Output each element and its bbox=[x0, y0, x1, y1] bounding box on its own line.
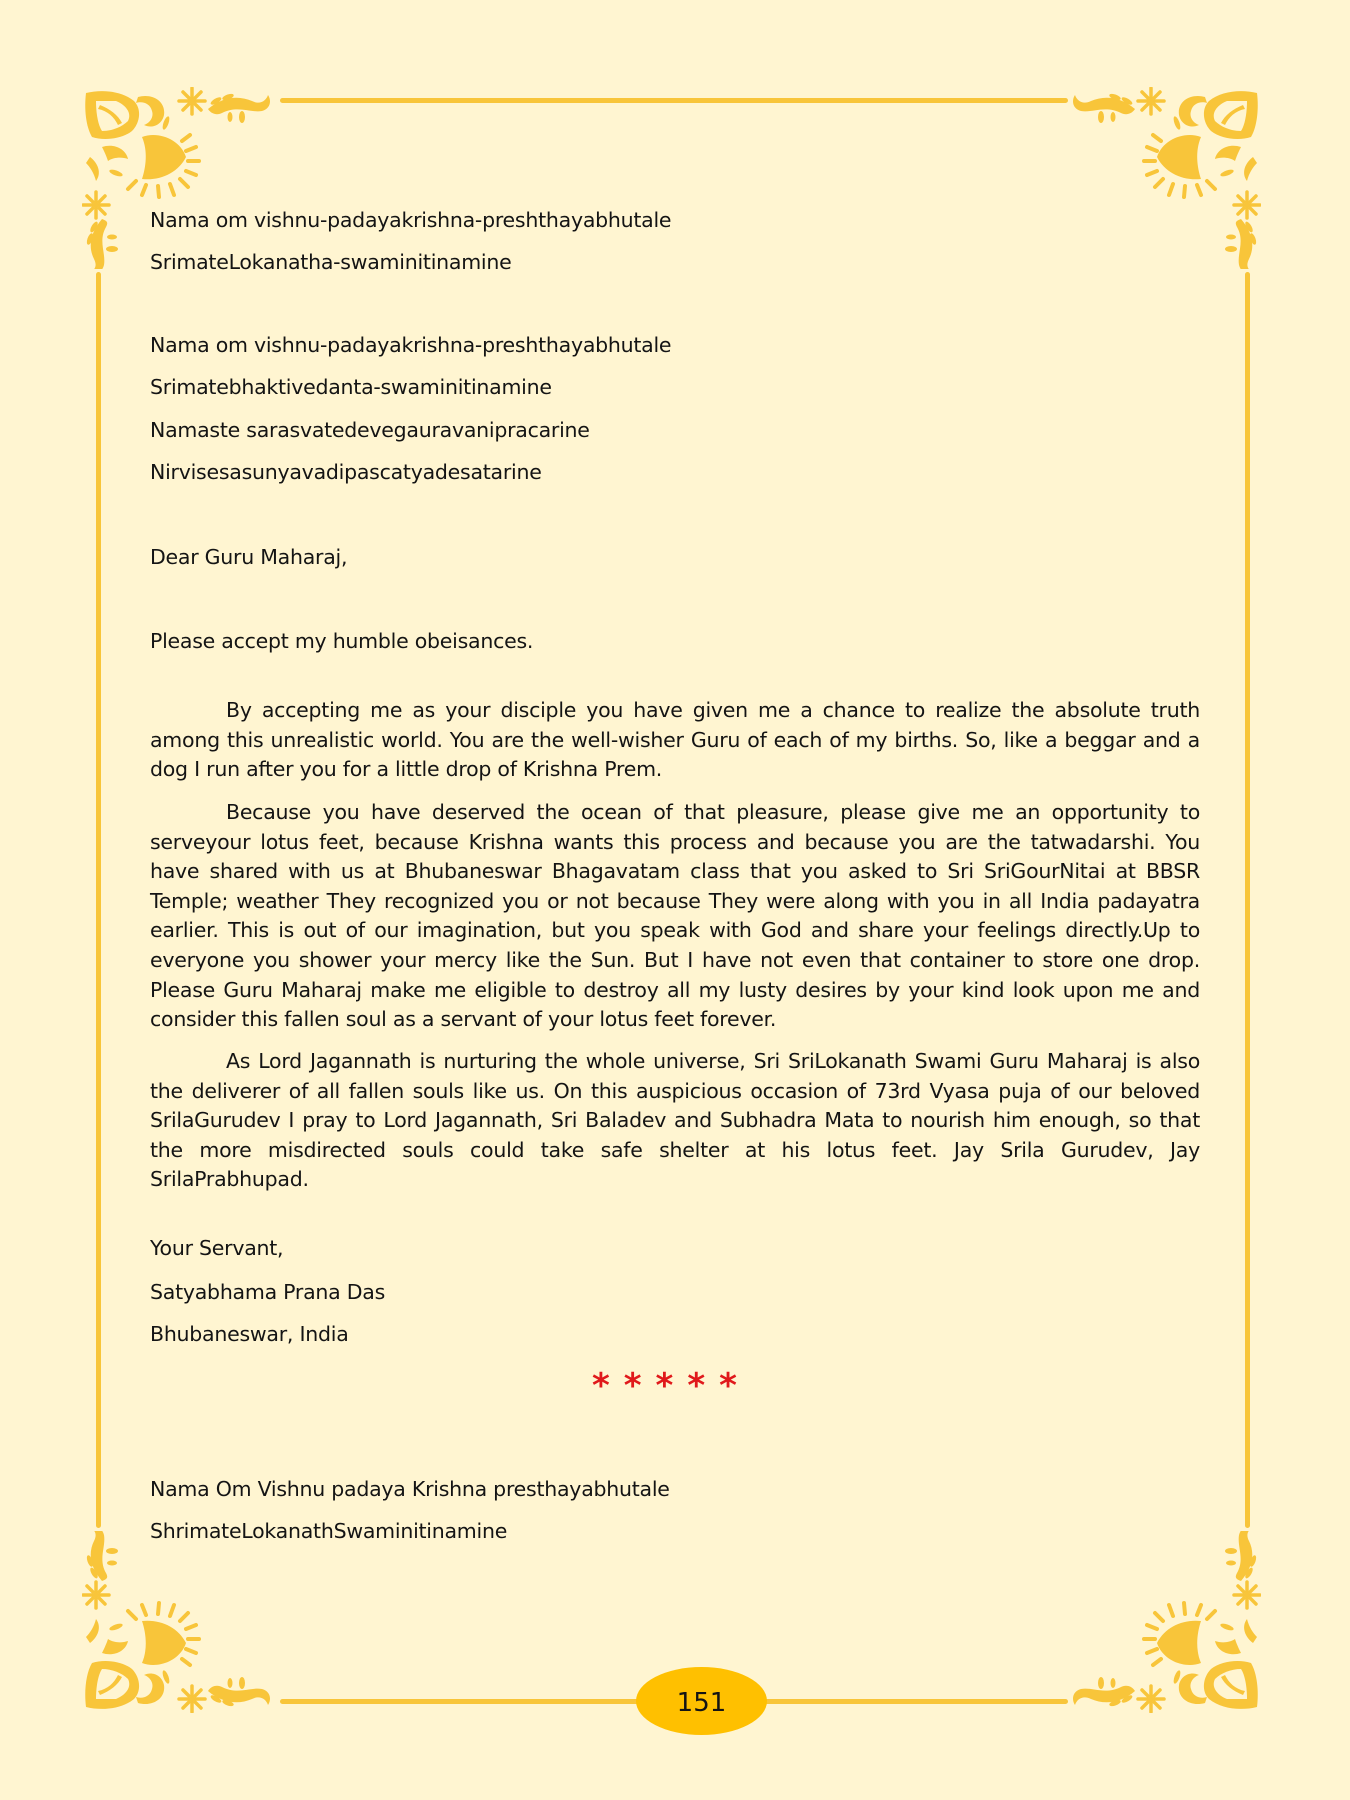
greeting: Please accept my humble obeisances. bbox=[150, 629, 534, 653]
frame-left-line bbox=[96, 272, 101, 1528]
next-invocation-line-2: ShrimateLokanathSwaminitinamine bbox=[150, 1519, 508, 1543]
signature-location: Bhubaneswar, India bbox=[150, 1322, 349, 1346]
invocation-1-line-1: Nama om vishnu-padayakrishna-preshthayabhutale bbox=[150, 208, 672, 232]
top-right-corner-ornament-icon bbox=[1069, 87, 1261, 269]
invocation-2-line-3: Namaste sarasvatedevegauravanipracarine bbox=[150, 418, 590, 442]
frame-right-line bbox=[1245, 272, 1250, 1528]
signature-name: Satyabhama Prana Das bbox=[150, 1280, 386, 1304]
floral-corner-ornament-icon bbox=[82, 1531, 274, 1713]
top-left-corner-ornament-icon bbox=[82, 87, 274, 269]
body-paragraph-1: By accepting me as your disciple you have given me a chance to realize the absolute truth among this unrealistic world. You are the well-wisher Guru of each of my births. So, like a beggar and a dog I run after you for a little drop of Krishna Prem. bbox=[150, 698, 1200, 782]
floral-corner-ornament-icon bbox=[1069, 1531, 1261, 1713]
bottom-right-corner-ornament-icon bbox=[1069, 1531, 1261, 1713]
floral-corner-ornament-icon bbox=[82, 87, 274, 269]
next-invocation-line-1: Nama Om Vishnu padaya Krishna presthayabhutale bbox=[150, 1477, 670, 1501]
frame-top-line bbox=[280, 98, 1068, 103]
invocation-2-line-4: Nirvisesasunyavadipascatyadesatarine bbox=[150, 460, 542, 484]
body-paragraph-2: Because you have deserved the ocean of that pleasure, please give me an opportunity to serveyour lotus feet, because Krishna wants this process and because you are the tatwadarshi. You have shared with us at Bhubaneswar Bhagavatam class that you asked to Sri SriGourNitai at BBSR Temple; weather They recognized you or not because They were along with you in all India padayatra earlier. This is out of our imagination, but you speak with God and share your feelings directly.Up to everyone you shower your mercy like the Sun. But I have not even that container to store one drop. Please Guru Maharaj make me eligible to destroy all my lusty desires by your kind look upon me and consider this fallen soul as a servant of your lotus feet forever. bbox=[150, 800, 1200, 1032]
salutation: Dear Guru Maharaj, bbox=[150, 545, 348, 569]
page-number-badge bbox=[636, 1667, 767, 1735]
signature-closing: Your Servant, bbox=[150, 1236, 284, 1260]
body-paragraph-3: As Lord Jagannath is nurturing the whole universe, Sri SriLokanath Swami Guru Maharaj is also the deliverer of all fallen souls like us. On this auspicious occasion of 73rd Vyasa puja of our beloved SrilaGurudev I pray to Lord Jagannath, Sri Baladev and Subhadra Mata to nourish him enough, so that the more misdirected souls could take safe shelter at his lotus feet. Jay Srila Gurudev, Jay SrilaPrabhupad. bbox=[150, 1049, 1200, 1192]
invocation-2-line-2: Srimatebhaktivedanta-swaminitinamine bbox=[150, 375, 552, 399]
floral-corner-ornament-icon bbox=[1069, 87, 1261, 269]
bottom-left-corner-ornament-icon bbox=[82, 1531, 274, 1713]
page-number: 151 bbox=[676, 1688, 727, 1718]
invocation-1-line-2: SrimateLokanatha-swaminitinamine bbox=[150, 250, 512, 274]
section-separator-stars: ***** bbox=[592, 1366, 751, 1406]
invocation-2-line-1: Nama om vishnu-padayakrishna-preshthayabhutale bbox=[150, 333, 672, 357]
